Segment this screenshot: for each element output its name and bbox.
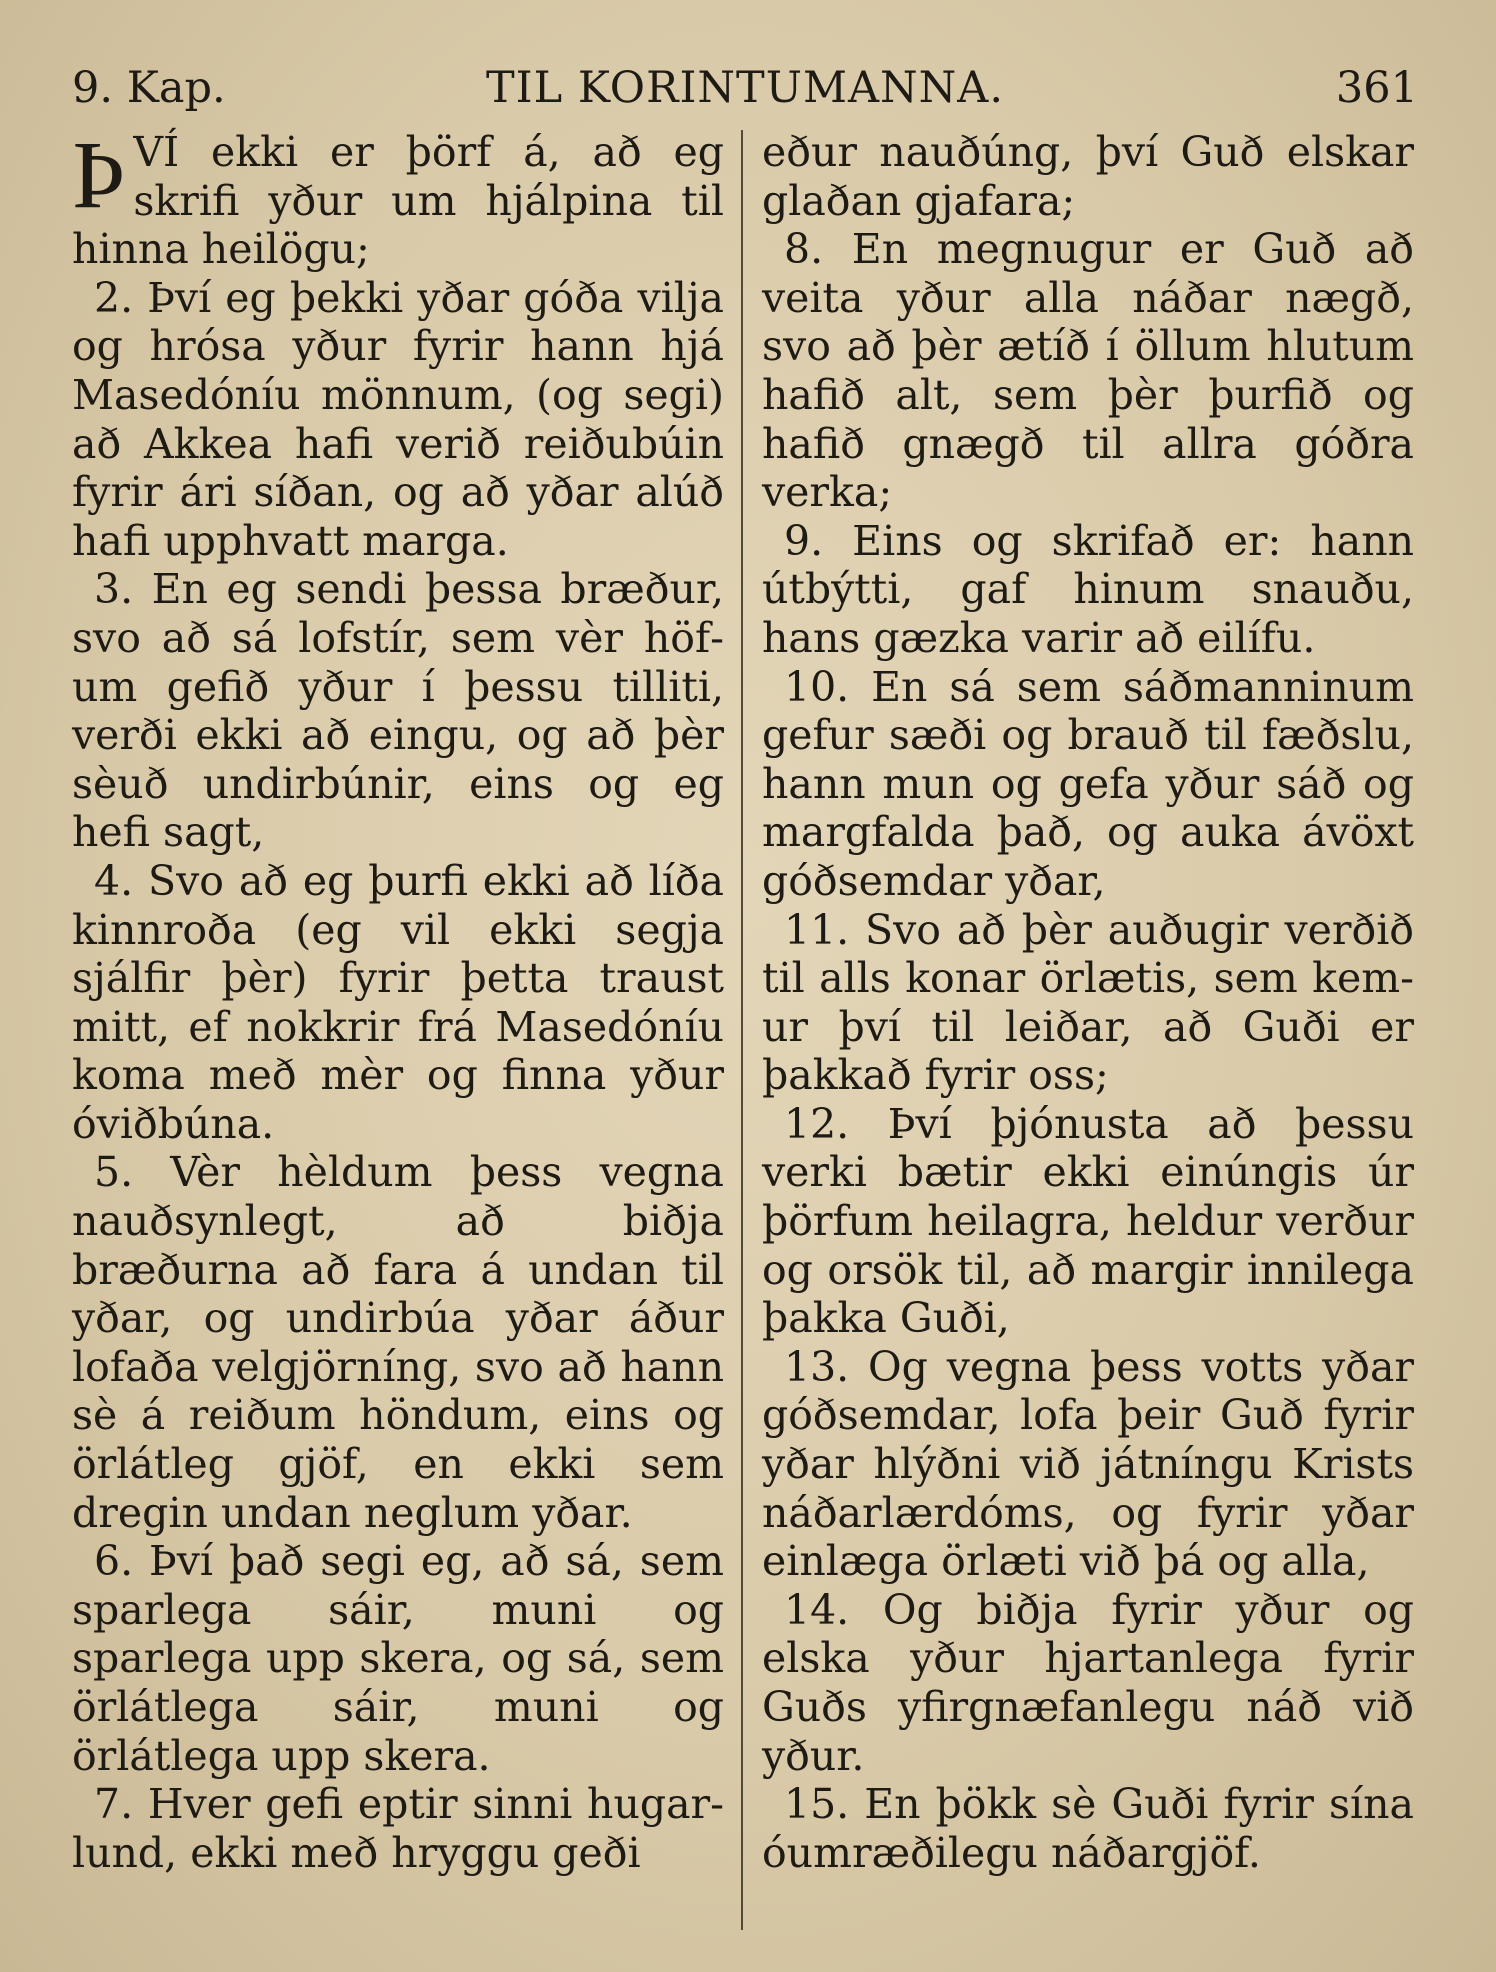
verse-4: 4. Svo að eg þurfi ekki að líða kinnroða (eg vil ekki segja sjálfir þèr) fyrir þetta traust mitt, ef nokkrir frá Masedóníu koma með mèr og finna yður óviðbúna. bbox=[72, 856, 724, 1148]
running-title: TIL KORINTUMANNA. bbox=[485, 63, 1005, 113]
verse-6: 6. Því það segi eg, að sá, sem sparlega sáir, muni og sparlega upp skera, og sá, sem örlátlega sáir, muni og örlátlega upp skera. bbox=[72, 1537, 724, 1780]
verse-12: 12. Því þjónusta að þessu verki bætir ekki einúngis úr þörfum heilagra, heldur verður og orsök til, að margir innilega þakka Guði, bbox=[762, 1099, 1414, 1343]
right-column bbox=[762, 128, 1414, 1877]
verse-14: 14. Og biðja fyrir yður og elska yður hjartanlega fyrir Guðs yfirgnæfanlegu náð við yður. bbox=[762, 1585, 1414, 1780]
left-column bbox=[72, 121, 724, 1877]
running-header bbox=[72, 58, 1418, 118]
verse-1 bbox=[72, 121, 724, 274]
verse-2: 2. Því eg þekki yðar góða vilja og hrósa yður fyrir hann hjá Masedóníu mönnum, (og segi) að Akkea hafi verið reiðubúin fyrir ári síðan, og að yðar alúð hafi upphvatt marga. bbox=[72, 273, 724, 565]
verse-3: 3. En eg sendi þessa bræður, svo að sá lofstír, sem vèr höfum gefið yður í þessu tilliti, verði ekki að eingu, og að þèr sèuð undirbúnir, eins og eg hefi sagt, bbox=[72, 565, 724, 857]
verse-7-continued: eður nauðúng, því Guð elskar glaðan gjafara; bbox=[762, 128, 1414, 225]
column-divider bbox=[741, 130, 743, 1930]
verse-10: 10. En sá sem sáðmanninum gefur sæði og brauð til fæðslu, hann mun og gefa yður sáð og margfalda það, og auka ávöxt góðsemdar yðar, bbox=[762, 662, 1414, 905]
verse-13: 13. Og vegna þess votts yðar góðsemdar, lofa þeir Guð fyrir yðar hlýðni við játníngu Krists náðarlærdóms, og fyrir yðar einlæga örlæti við þá og alla, bbox=[762, 1342, 1414, 1586]
drop-cap: Þ bbox=[72, 121, 126, 228]
page-number: 361 bbox=[1335, 63, 1418, 113]
verse-1-text: VÍ ekki er þörf á, að eg skrifi yður um hjálpina til hinna heilögu; bbox=[72, 128, 724, 274]
verse-8: 8. En megnugur er Guð að veita yður alla náðar nægð, svo að þèr ætíð í öllum hlutum hafið alt, sem þèr þurfið og hafið gnægð til allra góðra verka; bbox=[762, 225, 1414, 517]
verse-7: 7. Hver gefi eptir sinni hugarlund, ekki með hryggu geði bbox=[72, 1780, 724, 1877]
verse-9: 9. Eins og skrifað er: hann útbýtti, gaf hinum snauðu, hans gæzka varir að eilífu. bbox=[762, 516, 1414, 662]
verse-11: 11. Svo að þèr auðugir verðið til alls konar örlætis, sem kemur því til leiðar, að Guði er þakkað fyrir oss; bbox=[762, 905, 1414, 1100]
verse-5: 5. Vèr hèldum þess vegna nauðsynlegt, að biðja bræðurna að fara á undan til yðar, og undirbúa yðar áður lofaða velgjörníng, svo að hann sè á reiðum höndum, eins og örlátleg gjöf, en ekki sem dregin undan neglum yðar. bbox=[72, 1148, 724, 1537]
chapter-label: 9. Kap. bbox=[72, 63, 226, 113]
verse-15: 15. En þökk sè Guði fyrir sína óumræðilegu náðargjöf. bbox=[762, 1780, 1414, 1877]
